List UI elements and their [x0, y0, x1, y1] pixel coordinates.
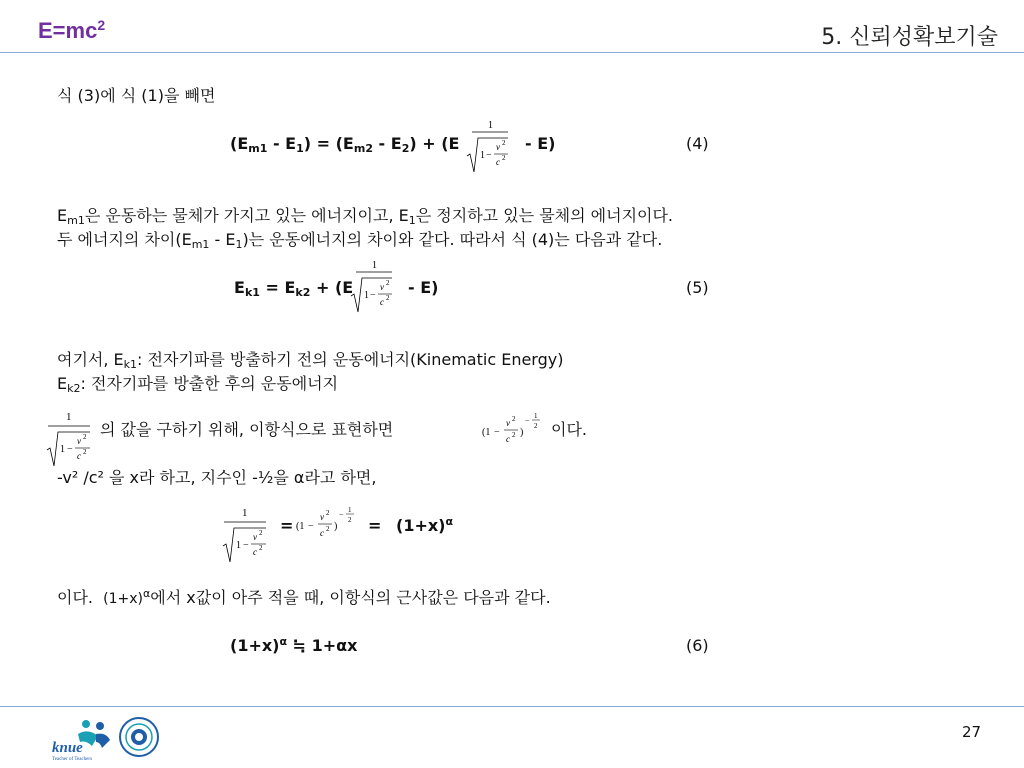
svg-text:1: 1: [480, 150, 485, 161]
title-exponent: 2: [97, 17, 106, 33]
svg-text:2: 2: [259, 529, 263, 537]
svg-text:c: c: [253, 547, 257, 557]
alpha-definition-text: -v² /c² 을 x라 하고, 지수인 -½을 α라고 하면,: [57, 468, 377, 487]
alpha-equals-2: =: [368, 516, 382, 535]
lorentz-fraction-4: [466, 118, 514, 176]
svg-text:1: 1: [372, 260, 377, 271]
svg-text:knue: knue: [52, 740, 83, 756]
svg-text:1: 1: [348, 506, 352, 514]
svg-text:v: v: [496, 142, 500, 152]
university-seal: [118, 716, 160, 762]
svg-text:−: −: [525, 416, 530, 425]
svg-text:−: −: [339, 510, 344, 519]
equation-5-tail: - E): [408, 278, 439, 297]
svg-text:(1: (1: [482, 427, 491, 438]
svg-text:v: v: [506, 418, 510, 428]
svg-text:): ): [520, 427, 524, 438]
equation-5-number: (5): [686, 278, 709, 297]
svg-text:1: 1: [60, 444, 65, 455]
svg-text:−: −: [243, 540, 249, 551]
svg-text:c: c: [77, 451, 81, 461]
alpha-power-expression: [294, 504, 358, 546]
svg-text:c: c: [506, 434, 510, 444]
intro-text: 식 (3)에 식 (1)을 빼면: [57, 86, 216, 105]
binomial-line-end: 이다.: [551, 420, 587, 439]
svg-text:2: 2: [83, 433, 87, 441]
lorentz-fraction-5: [350, 258, 398, 316]
svg-text:2: 2: [512, 431, 516, 439]
svg-text:v: v: [253, 532, 257, 542]
svg-text:v: v: [320, 512, 324, 522]
equation-4-tail: - E): [525, 134, 556, 153]
section-title: 5. 신뢰성확보기술: [821, 25, 998, 50]
binomial-line-text: 의 값을 구하기 위해, 이항식으로 표현하면: [100, 420, 394, 439]
paragraph-energy-definition: $E_{m1}$은 운동하는 물체가 가지고 있는 에너지이고, $E_1$은 정지하고 있는 물체의 에너지이다.: [57, 206, 674, 227]
svg-text:1: 1: [242, 507, 248, 519]
approximation-intro: 이다. $(1+x)^\alpha$에서 x값이 아주 적을 때, 이항식의 근사값은 다음과 같다.: [57, 587, 551, 607]
svg-text:(1: (1: [296, 521, 305, 532]
alpha-result: $(1+x)^\alpha$: [396, 515, 454, 535]
svg-text:2: 2: [534, 422, 538, 430]
svg-text:c: c: [320, 528, 324, 538]
svg-text:2: 2: [348, 516, 352, 524]
title-base: E=mc: [38, 18, 98, 43]
svg-text:2: 2: [326, 509, 330, 517]
svg-text:v: v: [77, 436, 81, 446]
svg-text:2: 2: [512, 415, 516, 423]
svg-text:v: v: [380, 282, 384, 292]
footer-divider: [0, 706, 1024, 707]
svg-text:−: −: [486, 150, 492, 161]
equation-6-number: (6): [686, 636, 709, 655]
binomial-power-expression: [480, 410, 544, 452]
header-divider: [0, 52, 1024, 53]
equation-4-number: (4): [686, 134, 709, 153]
svg-text:−: −: [494, 427, 500, 438]
lorentz-fraction-alpha: [222, 504, 272, 564]
svg-text:2: 2: [502, 139, 506, 147]
svg-text:1: 1: [534, 412, 538, 420]
svg-text:−: −: [67, 444, 73, 455]
svg-text:1: 1: [488, 120, 493, 131]
svg-text:2: 2: [386, 279, 390, 287]
definition-ek2: $E_{k2}$: 전자기파를 방출한 후의 운동에너지: [57, 374, 339, 395]
svg-text:−: −: [370, 290, 376, 301]
paragraph-energy-difference: 두 에너지의 차이$(E_{m1} - E_1)$는 운동에너지의 차이와 같다. 따라서 식 (4)는 다음과 같다.: [57, 230, 663, 251]
svg-text:2: 2: [83, 448, 87, 456]
svg-text:−: −: [308, 521, 314, 532]
svg-text:2: 2: [386, 294, 390, 302]
svg-text:2: 2: [326, 525, 330, 533]
svg-text:1: 1: [364, 290, 369, 301]
definition-ek1: 여기서, $E_{k1}$: 전자기파를 방출하기 전의 운동에너지(Kinematic Energy): [57, 350, 564, 371]
svg-text:2: 2: [259, 544, 263, 552]
svg-text:1: 1: [66, 411, 72, 423]
equation-5: $E_{k1} = E_{k2} + (E$: [234, 278, 354, 299]
page-number: 27: [962, 723, 982, 741]
page-title: [38, 18, 105, 44]
svg-text:1: 1: [236, 540, 241, 551]
svg-text:c: c: [496, 157, 500, 167]
svg-text:c: c: [380, 297, 384, 307]
svg-text:Teacher of Teachers: Teacher of Teachers: [52, 757, 93, 762]
svg-text:2: 2: [502, 154, 506, 162]
knue-logo: [52, 716, 116, 766]
equation-6: $(1+x)^\alpha$ ≒ 1+αx: [230, 635, 358, 655]
equation-4: $(E_{m1} - E_1) = (E_{m2} - E_2) + (E$: [230, 134, 460, 155]
svg-text:): ): [334, 521, 338, 532]
lorentz-fraction-binomial: [46, 408, 96, 468]
alpha-equals-1: =: [280, 516, 294, 535]
